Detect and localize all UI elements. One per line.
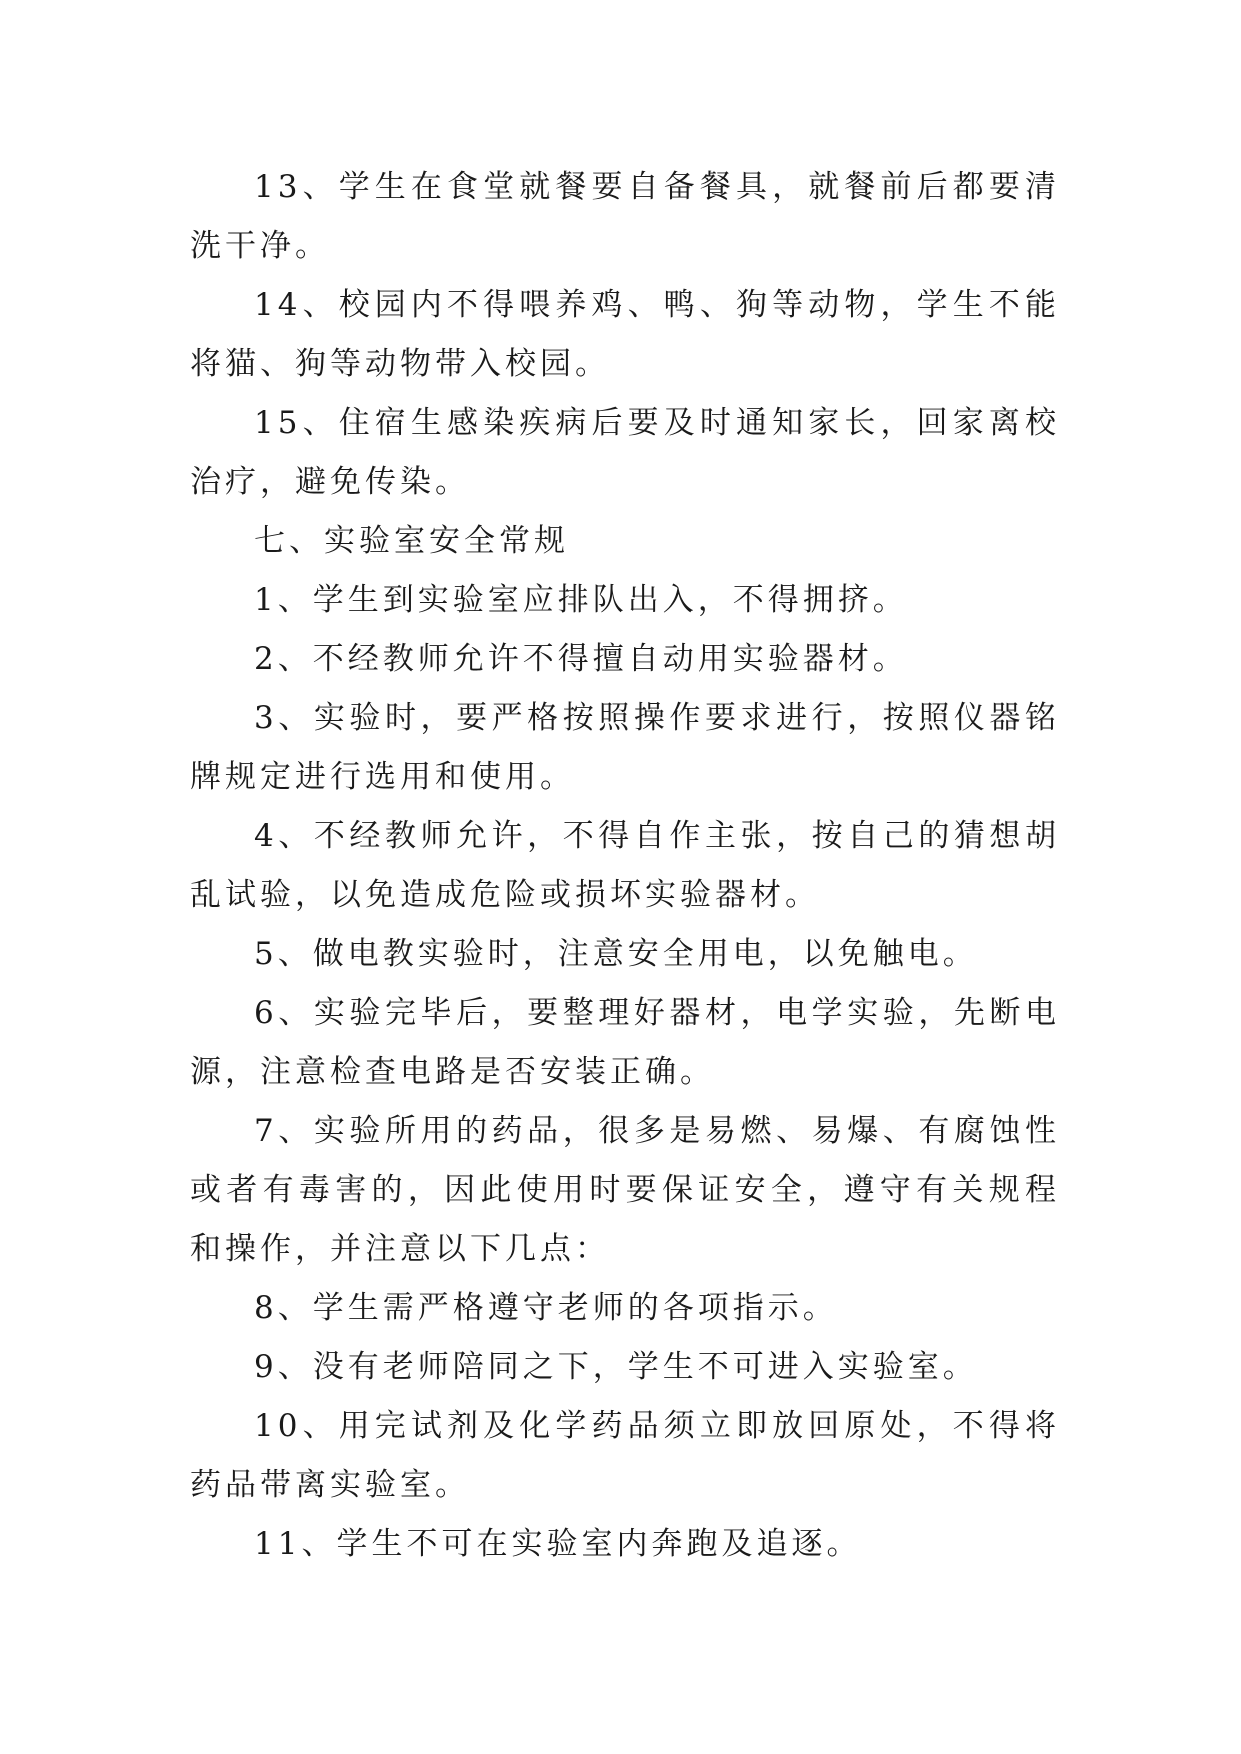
paragraph-lab-rule-8: 8、学生需严格遵守老师的各项指示。 [254,1290,838,1326]
paragraph-rule-15: 15、住宿生感染疾病后要及时通知家长，回家离校治疗，避免传染。 [190,405,1060,500]
paragraph-lab-rule-9: 9、没有老师陪同之下，学生不可进入实验室。 [254,1349,978,1385]
paragraph-lab-rule-5: 5、做电教实验时，注意安全用电，以免触电。 [254,936,978,972]
paragraph-lab-rule-4: 4、不经教师允许，不得自作主张，按自己的猜想胡乱试验，以免造成危险或损坏实验器材。 [190,818,1060,913]
paragraph-lab-rule-7: 7、实验所用的药品，很多是易燃、易爆、有腐蚀性或者有毒害的，因此使用时要保证安全，遵守有关规程和操作，并注意以下几点： [190,1113,1060,1267]
paragraph-lab-rule-2: 2、不经教师允许不得擅自动用实验器材。 [254,641,908,677]
paragraph-lab-rule-3: 3、实验时，要严格按照操作要求进行，按照仪器铭牌规定进行选用和使用。 [190,700,1060,795]
paragraph-lab-rule-6: 6、实验完毕后，要整理好器材，电学实验，先断电源，注意检查电路是否安装正确。 [190,995,1060,1090]
paragraph-rule-13: 13、学生在食堂就餐要自备餐具，就餐前后都要清洗干净。 [190,169,1060,264]
document-body [190,158,1060,1574]
paragraph-lab-rule-11: 11、学生不可在实验室内奔跑及追逐。 [254,1526,862,1562]
section-heading-lab-safety: 七、实验室安全常规 [254,523,569,559]
paragraph-lab-rule-10: 10、用完试剂及化学药品须立即放回原处，不得将药品带离实验室。 [190,1408,1060,1503]
paragraph-lab-rule-1: 1、学生到实验室应排队出入，不得拥挤。 [254,582,908,618]
paragraph-rule-14: 14、校园内不得喂养鸡、鸭、狗等动物，学生不能将猫、狗等动物带入校园。 [190,287,1060,382]
